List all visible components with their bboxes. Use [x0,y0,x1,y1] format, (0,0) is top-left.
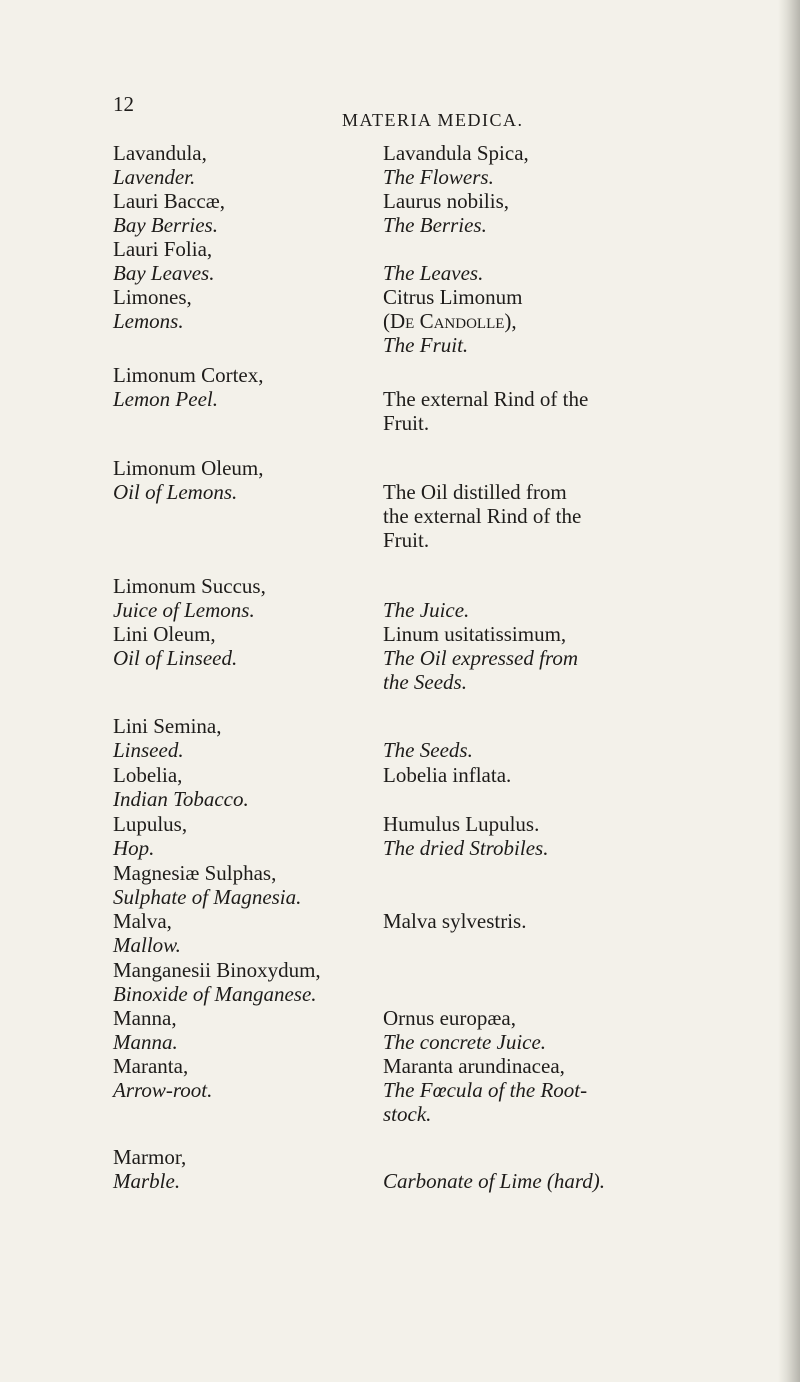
english-name: Sulphate of Magnesia. [113,885,302,909]
part-used-line: the external Rind of the [383,504,582,528]
entry-lupulus-source [383,812,548,860]
authority: (De Candolle), [383,309,517,333]
english-name: Marble. [113,1169,181,1193]
entry-malva-source [383,909,526,933]
latin-name: Magnesiæ Sulphas, [113,861,277,885]
entry-lobelia-source [383,763,511,787]
english-name: Oil of Linseed. [113,646,238,670]
english-name: Linseed. [113,738,184,762]
part-used-line: Fruit. [383,528,430,552]
entry-limonum-cortex-name [113,363,264,411]
entry-manna-name [113,1006,178,1054]
entry-lauri-baccae-name [113,189,225,237]
entry-marmor-source [383,1169,605,1193]
entry-marmor-name [113,1145,186,1193]
entry-lavandula-source [383,141,529,189]
english-name: Binoxide of Manganese. [113,982,317,1006]
entry-limonum-cortex-source [383,387,588,435]
entry-lupulus-name [113,812,187,860]
part-used: The concrete Juice. [383,1030,547,1054]
latin-name: Limonum Cortex, [113,363,264,387]
part-used-line: The Oil expressed from [383,646,578,670]
latin-name: Lauri Baccæ, [113,189,225,213]
latin-name: Malva, [113,909,172,933]
entry-lauri-folia-name [113,237,214,285]
latin-name: Lauri Folia, [113,237,213,261]
entry-maranta-name [113,1054,212,1102]
english-name: Oil of Lemons. [113,480,238,504]
latin-name: Lini Oleum, [113,622,216,646]
part-used-line: The Oil distilled from [383,480,567,504]
entry-limonum-oleum-source [383,480,581,552]
entry-lauri-folia-source [383,261,483,285]
botanical-source: Malva sylvestris. [383,909,527,933]
botanical-source: Lobelia inflata. [383,763,512,787]
part-used: The Fruit. [383,333,469,357]
entry-lini-semina-source [383,738,473,762]
part-used-line: the Seeds. [383,670,467,694]
part-used-line: Fruit. [383,411,430,435]
latin-name: Lini Semina, [113,714,222,738]
english-name: Manna. [113,1030,178,1054]
entry-limonum-succus-source [383,598,469,622]
latin-name: Limonum Oleum, [113,456,264,480]
latin-name: Lupulus, [113,812,188,836]
latin-name: Lavandula, [113,141,207,165]
entry-manganesii-binoxydum-name [113,958,321,1006]
entry-maranta-source [383,1054,587,1126]
part-used-line: The external Rind of the [383,387,589,411]
part-used: The Seeds. [383,738,473,762]
entry-malva-name [113,909,181,957]
latin-name: Manna, [113,1006,177,1030]
entry-magnesiae-sulphas-name [113,861,301,909]
botanical-source: Laurus nobilis, [383,189,509,213]
botanical-source: Humulus Lupulus. [383,812,540,836]
part-used: Carbonate of Lime (hard). [383,1169,606,1193]
part-used: The Leaves. [383,261,484,285]
botanical-source: Ornus europæa, [383,1006,516,1030]
entry-limones-source [383,285,522,357]
english-name: Lemon Peel. [113,387,218,411]
part-used: The Berries. [383,213,487,237]
english-name: Lemons. [113,309,184,333]
entry-limonum-oleum-name [113,456,264,504]
botanical-source: Citrus Limonum [383,285,523,309]
english-name: Lavender. [113,165,196,189]
part-used: The Juice. [383,598,470,622]
entry-lobelia-name [113,763,249,811]
english-name: Bay Berries. [113,213,218,237]
english-name: Arrow-root. [113,1078,213,1102]
latin-name: Limonum Succus, [113,574,266,598]
botanical-source: Maranta arundinacea, [383,1054,565,1078]
part-used: The dried Strobiles. [383,836,549,860]
english-name: Hop. [113,836,155,860]
english-name: Mallow. [113,933,181,957]
part-used-line: The Fœcula of the Root- [383,1078,588,1102]
part-used: The Flowers. [383,165,494,189]
botanical-source: Lavandula Spica, [383,141,529,165]
latin-name: Manganesii Binoxydum, [113,958,321,982]
entry-limones-name [113,285,192,333]
page-edge-shadow [778,0,800,1382]
entry-lini-oleum-source [383,622,578,694]
latin-name: Maranta, [113,1054,189,1078]
english-name: Indian Tobacco. [113,787,249,811]
entry-lini-semina-name [113,714,222,762]
botanical-source: Linum usitatissimum, [383,622,567,646]
part-used-line: stock. [383,1102,432,1126]
page-number: 12 [113,92,134,116]
english-name: Bay Leaves. [113,261,215,285]
running-title: MATERIA MEDICA. [342,110,524,130]
entry-limonum-succus-name [113,574,266,622]
entry-lavandula-name [113,141,207,189]
latin-name: Lobelia, [113,763,183,787]
english-name: Juice of Lemons. [113,598,255,622]
latin-name: Marmor, [113,1145,187,1169]
entry-manna-source [383,1006,546,1054]
entry-lauri-baccae-source [383,189,509,237]
latin-name: Limones, [113,285,192,309]
entry-lini-oleum-name [113,622,237,670]
